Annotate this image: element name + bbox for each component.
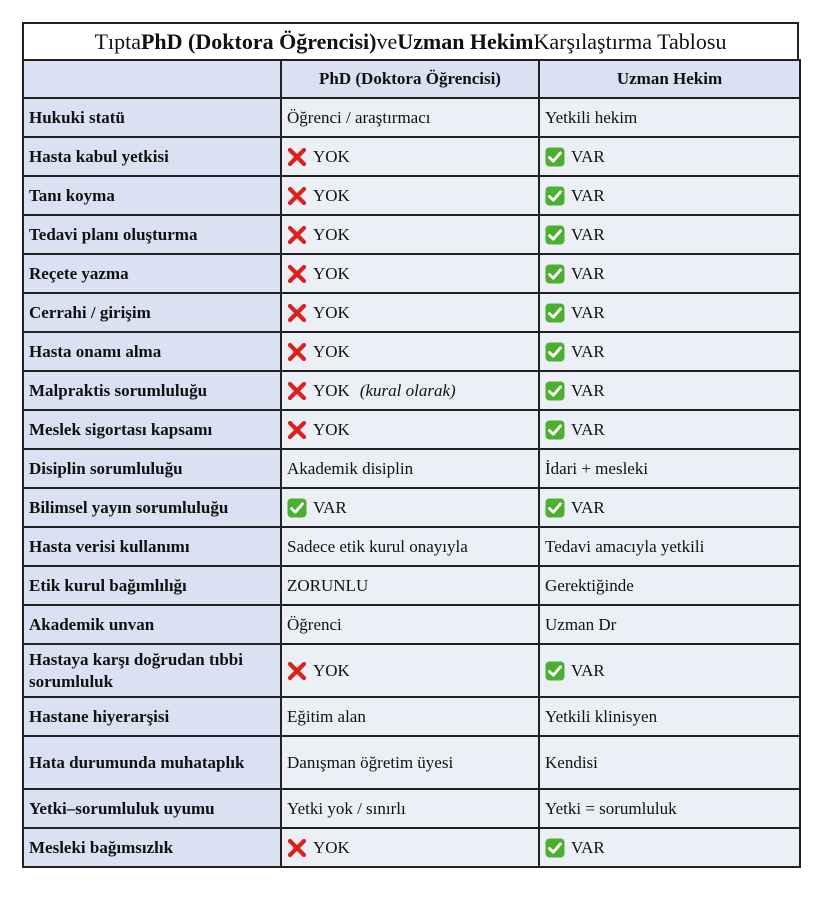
phd-value-cell: [281, 644, 539, 697]
row-label: Bilimsel yayın sorumluluğu: [29, 497, 229, 517]
row-label: Hasta verisi kullanımı: [29, 536, 190, 556]
table-body: [23, 98, 800, 867]
header-uzman: Uzman Hekim: [539, 60, 800, 98]
row-label-cell: [23, 254, 281, 293]
phd-value: [287, 303, 533, 323]
table-row: [23, 605, 800, 644]
phd-value: [287, 576, 533, 596]
phd-value-cell: [281, 736, 539, 789]
table-row: [23, 697, 800, 736]
uzman-value: [545, 661, 794, 681]
phd-value-cell: [281, 293, 539, 332]
table-row: [23, 98, 800, 137]
phd-value-text: YOK: [313, 185, 350, 205]
row-label-cell: [23, 828, 281, 867]
uzman-value-cell: [539, 828, 800, 867]
uzman-value: [545, 537, 794, 557]
uzman-value: [545, 459, 794, 479]
phd-value: [287, 838, 533, 858]
phd-value-cell: [281, 410, 539, 449]
table-row: [23, 176, 800, 215]
row-label: Hasta kabul yetkisi: [29, 146, 169, 166]
comparison-table: [22, 59, 801, 868]
phd-value-cell: [281, 828, 539, 867]
phd-value-text: ZORUNLU: [287, 575, 369, 595]
row-label: Malpraktis sorumluluğu: [29, 380, 208, 400]
uzman-value: [545, 753, 794, 773]
uzman-value-text: VAR: [571, 302, 605, 322]
row-label-cell: [23, 488, 281, 527]
uzman-value: [545, 838, 794, 858]
row-label-cell: [23, 697, 281, 736]
cross-icon: [287, 838, 307, 858]
table-row: [23, 215, 800, 254]
uzman-value-text: Gerektiğinde: [545, 575, 634, 595]
table-row: [23, 566, 800, 605]
table-row: [23, 789, 800, 828]
phd-value-text: YOK: [313, 341, 350, 361]
title-uzman: Uzman Hekim: [397, 28, 534, 54]
table-row: [23, 137, 800, 176]
row-label: Reçete yazma: [29, 263, 129, 283]
uzman-value: [545, 576, 794, 596]
phd-value-text: Eğitim alan: [287, 706, 366, 726]
title-suffix: Karşılaştırma Tablosu: [533, 28, 727, 54]
uzman-value-cell: [539, 371, 800, 410]
uzman-value: [545, 108, 794, 128]
uzman-value-cell: [539, 789, 800, 828]
row-label: Hasta onamı alma: [29, 341, 162, 361]
phd-value: [287, 537, 533, 557]
row-label-cell: [23, 605, 281, 644]
phd-value-text: Sadece etik kurul onayıyla: [287, 536, 468, 556]
phd-value-cell: [281, 697, 539, 736]
row-label-cell: [23, 644, 281, 697]
uzman-value-cell: [539, 736, 800, 789]
row-label-cell: [23, 736, 281, 789]
phd-value: [287, 753, 533, 773]
uzman-value-cell: [539, 527, 800, 566]
phd-value: [287, 707, 533, 727]
phd-value-cell: [281, 566, 539, 605]
uzman-value-text: VAR: [571, 497, 605, 517]
phd-value: [287, 420, 533, 440]
header-phd: PhD (Doktora Öğrencisi): [281, 60, 539, 98]
phd-value-text: VAR: [313, 497, 347, 517]
uzman-value-cell: [539, 137, 800, 176]
uzman-value-cell: [539, 605, 800, 644]
table-row: [23, 644, 800, 697]
phd-value: [287, 147, 533, 167]
uzman-value-text: Kendisi: [545, 752, 598, 772]
cross-icon: [287, 381, 307, 401]
phd-value: [287, 799, 533, 819]
table-row: [23, 449, 800, 488]
row-label-cell: [23, 332, 281, 371]
table-row: [23, 828, 800, 867]
uzman-value: [545, 420, 794, 440]
comparison-document: [22, 22, 799, 868]
phd-value-text: Danışman öğretim üyesi: [287, 752, 454, 772]
uzman-value-cell: [539, 410, 800, 449]
cross-icon: [287, 342, 307, 362]
table-row: [23, 410, 800, 449]
uzman-value-cell: [539, 697, 800, 736]
phd-value: [287, 498, 533, 518]
cross-icon: [287, 661, 307, 681]
table-row: [23, 736, 800, 789]
check-icon: [545, 838, 565, 858]
phd-value: [287, 108, 533, 128]
check-icon: [545, 342, 565, 362]
phd-value-note: (kural olarak): [359, 380, 456, 400]
row-label: Yetki–sorumluluk uyumu: [29, 798, 215, 818]
cross-icon: [287, 186, 307, 206]
row-label: Hata durumunda muhataplık: [29, 752, 245, 772]
row-label-cell: [23, 293, 281, 332]
uzman-value: [545, 186, 794, 206]
row-label: Tanı koyma: [29, 185, 115, 205]
check-icon: [545, 498, 565, 518]
uzman-value: [545, 225, 794, 245]
uzman-value-text: Yetki = sorumluluk: [545, 798, 677, 818]
phd-value-text: YOK: [313, 419, 350, 439]
phd-value-cell: [281, 789, 539, 828]
uzman-value-text: İdari + mesleki: [545, 458, 649, 478]
phd-value-cell: [281, 488, 539, 527]
phd-value: [287, 264, 533, 284]
phd-value-cell: [281, 98, 539, 137]
uzman-value: [545, 615, 794, 635]
uzman-value-text: Yetkili hekim: [545, 107, 638, 127]
uzman-value-text: Tedavi amacıyla yetkili: [545, 536, 705, 556]
row-label-cell: [23, 410, 281, 449]
uzman-value: [545, 799, 794, 819]
cross-icon: [287, 264, 307, 284]
phd-value-text: YOK: [313, 837, 350, 857]
check-icon: [545, 264, 565, 284]
phd-value-cell: [281, 254, 539, 293]
title-phd: PhD (Doktora Öğrencisi): [140, 28, 377, 54]
phd-value-text: Akademik disiplin: [287, 458, 414, 478]
row-label: Hastaya karşı doğrudan tıbbi sorumluluk: [29, 650, 243, 691]
uzman-value: [545, 342, 794, 362]
uzman-value-text: VAR: [571, 263, 605, 283]
uzman-value-cell: [539, 176, 800, 215]
table-row: [23, 293, 800, 332]
uzman-value-cell: [539, 332, 800, 371]
phd-value-text: YOK: [313, 302, 350, 322]
row-label: Tedavi planı oluşturma: [29, 224, 198, 244]
uzman-value-cell: [539, 449, 800, 488]
phd-value: [287, 459, 533, 479]
uzman-value-cell: [539, 488, 800, 527]
phd-value-cell: [281, 527, 539, 566]
row-label: Hukuki statü: [29, 107, 125, 127]
uzman-value-cell: [539, 98, 800, 137]
table-row: [23, 488, 800, 527]
title-prefix: Tıpta: [94, 28, 141, 54]
uzman-value-text: Uzman Dr: [545, 614, 617, 634]
phd-value: [287, 615, 533, 635]
phd-value-cell: [281, 137, 539, 176]
table-row: [23, 527, 800, 566]
uzman-value-text: VAR: [571, 224, 605, 244]
uzman-value: [545, 303, 794, 323]
header-row: [23, 60, 800, 98]
row-label: Meslek sigortası kapsamı: [29, 419, 213, 439]
phd-value-cell: [281, 371, 539, 410]
uzman-value-text: VAR: [571, 837, 605, 857]
uzman-value-text: Yetkili klinisyen: [545, 706, 658, 726]
cross-icon: [287, 147, 307, 167]
table-title: [22, 22, 799, 59]
cross-icon: [287, 225, 307, 245]
check-icon: [545, 186, 565, 206]
uzman-value-text: VAR: [571, 146, 605, 166]
uzman-value-text: VAR: [571, 380, 605, 400]
row-label: Etik kurul bağımlılığı: [29, 575, 187, 595]
row-label-cell: [23, 789, 281, 828]
phd-value-cell: [281, 215, 539, 254]
uzman-value: [545, 264, 794, 284]
uzman-value-text: VAR: [571, 660, 605, 680]
row-label-cell: [23, 449, 281, 488]
row-label-cell: [23, 371, 281, 410]
check-icon: [545, 225, 565, 245]
uzman-value-cell: [539, 215, 800, 254]
uzman-value-cell: [539, 254, 800, 293]
row-label: Disiplin sorumluluğu: [29, 458, 183, 478]
phd-value: [287, 342, 533, 362]
header-empty: [23, 60, 281, 98]
row-label-cell: [23, 527, 281, 566]
check-icon: [545, 661, 565, 681]
row-label-cell: [23, 215, 281, 254]
phd-value: [287, 381, 533, 401]
phd-value-text: Öğrenci / araştırmacı: [287, 107, 431, 127]
check-icon: [287, 498, 307, 518]
phd-value-text: YOK: [313, 146, 350, 166]
row-label: Akademik unvan: [29, 614, 155, 634]
phd-value-text: Yetki yok / sınırlı: [287, 798, 406, 818]
row-label: Mesleki bağımsızlık: [29, 837, 174, 857]
row-label-cell: [23, 176, 281, 215]
uzman-value: [545, 707, 794, 727]
phd-value-cell: [281, 332, 539, 371]
title-connector: ve: [376, 28, 398, 54]
uzman-value-text: VAR: [571, 419, 605, 439]
phd-value-cell: [281, 176, 539, 215]
phd-value-text: Öğrenci: [287, 614, 342, 634]
phd-value-text: YOK: [313, 263, 350, 283]
row-label-cell: [23, 137, 281, 176]
cross-icon: [287, 420, 307, 440]
uzman-value-cell: [539, 644, 800, 697]
row-label-cell: [23, 566, 281, 605]
uzman-value-cell: [539, 566, 800, 605]
row-label: Hastane hiyerarşisi: [29, 706, 170, 726]
uzman-value: [545, 147, 794, 167]
table-row: [23, 254, 800, 293]
uzman-value: [545, 498, 794, 518]
check-icon: [545, 147, 565, 167]
cross-icon: [287, 303, 307, 323]
check-icon: [545, 420, 565, 440]
table-row: [23, 371, 800, 410]
check-icon: [545, 381, 565, 401]
phd-value: [287, 225, 533, 245]
row-label-cell: [23, 98, 281, 137]
check-icon: [545, 303, 565, 323]
phd-value: [287, 186, 533, 206]
uzman-value-text: VAR: [571, 185, 605, 205]
phd-value-cell: [281, 605, 539, 644]
phd-value-text: YOK: [313, 660, 350, 680]
phd-value-text: YOK: [313, 224, 350, 244]
table-row: [23, 332, 800, 371]
row-label: Cerrahi / girişim: [29, 302, 151, 322]
uzman-value-cell: [539, 293, 800, 332]
uzman-value: [545, 381, 794, 401]
phd-value-cell: [281, 449, 539, 488]
phd-value: [287, 661, 533, 681]
phd-value-text: YOK: [313, 380, 350, 400]
uzman-value-text: VAR: [571, 341, 605, 361]
